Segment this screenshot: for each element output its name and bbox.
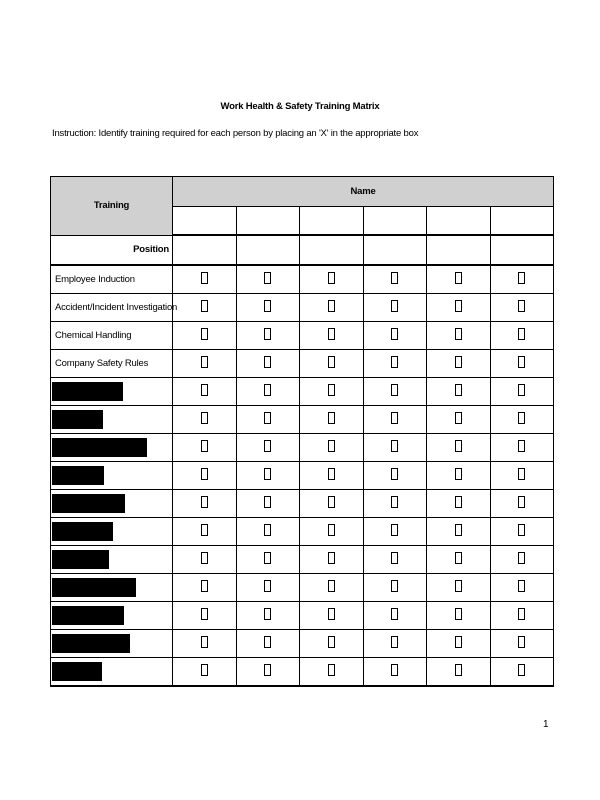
checkbox-cell — [236, 461, 300, 489]
name-input-cell[interactable] — [300, 207, 364, 236]
checkbox[interactable] — [518, 468, 525, 480]
checkbox[interactable] — [455, 552, 462, 564]
checkbox[interactable] — [264, 552, 271, 564]
training-row — [51, 293, 554, 321]
name-header: Name — [173, 177, 554, 207]
checkbox[interactable] — [328, 636, 335, 648]
checkbox[interactable] — [391, 272, 398, 284]
checkbox[interactable] — [201, 412, 208, 424]
training-header: Training — [51, 177, 173, 236]
checkbox-cell — [300, 601, 364, 629]
checkbox[interactable] — [264, 300, 271, 312]
name-input-cell[interactable] — [363, 207, 427, 236]
checkbox-cell — [173, 461, 237, 489]
checkbox-cell — [236, 293, 300, 321]
checkbox-cell — [363, 293, 427, 321]
checkbox-cell — [427, 349, 491, 377]
checkbox-cell — [490, 657, 554, 686]
checkbox[interactable] — [455, 468, 462, 480]
checkbox[interactable] — [328, 524, 335, 536]
training-row — [51, 377, 554, 405]
position-input-cell[interactable] — [363, 235, 427, 265]
checkbox-cell — [490, 433, 554, 461]
checkbox-cell — [173, 629, 237, 657]
training-row — [51, 573, 554, 601]
checkbox[interactable] — [201, 524, 208, 536]
checkbox[interactable] — [518, 608, 525, 620]
checkbox[interactable] — [455, 412, 462, 424]
checkbox-cell — [363, 321, 427, 349]
redaction-bar — [52, 522, 113, 541]
checkbox[interactable] — [518, 412, 525, 424]
checkbox-cell — [236, 573, 300, 601]
position-input-cell[interactable] — [490, 235, 554, 265]
checkbox[interactable] — [518, 356, 525, 368]
checkbox[interactable] — [455, 636, 462, 648]
checkbox-cell — [490, 601, 554, 629]
checkbox[interactable] — [328, 580, 335, 592]
checkbox-cell — [490, 517, 554, 545]
checkbox-cell — [300, 405, 364, 433]
checkbox[interactable] — [328, 328, 335, 340]
instruction-text: Instruction: Identify training required for each person by placing an 'X' in the appropriate box — [52, 128, 419, 139]
checkbox-cell — [236, 433, 300, 461]
checkbox[interactable] — [264, 524, 271, 536]
checkbox-cell — [236, 377, 300, 405]
checkbox[interactable] — [518, 272, 525, 284]
checkbox-cell — [300, 293, 364, 321]
checkbox-cell — [427, 601, 491, 629]
checkbox-cell — [363, 433, 427, 461]
checkbox[interactable] — [201, 440, 208, 452]
checkbox-cell — [490, 573, 554, 601]
redaction-bar — [52, 466, 104, 485]
position-input-cell[interactable] — [236, 235, 300, 265]
checkbox[interactable] — [328, 552, 335, 564]
checkbox-cell — [300, 349, 364, 377]
checkbox-cell — [236, 601, 300, 629]
checkbox[interactable] — [455, 328, 462, 340]
checkbox-cell — [173, 545, 237, 573]
checkbox-cell — [173, 517, 237, 545]
checkbox-cell — [363, 629, 427, 657]
checkbox[interactable] — [518, 300, 525, 312]
checkbox-cell — [236, 545, 300, 573]
document-title: Work Health & Safety Training Matrix — [220, 101, 380, 112]
checkbox[interactable] — [328, 412, 335, 424]
position-label: Position — [51, 235, 173, 265]
redacted-training-label — [51, 629, 173, 657]
checkbox[interactable] — [328, 664, 335, 676]
checkbox-cell — [300, 545, 364, 573]
checkbox-cell — [300, 517, 364, 545]
checkbox[interactable] — [264, 412, 271, 424]
checkbox-cell — [427, 321, 491, 349]
checkbox[interactable] — [328, 384, 335, 396]
checkbox[interactable] — [455, 300, 462, 312]
checkbox[interactable] — [455, 580, 462, 592]
checkbox[interactable] — [264, 356, 271, 368]
redaction-bar — [52, 662, 102, 681]
checkbox-cell — [173, 657, 237, 686]
checkbox-cell — [363, 489, 427, 517]
checkbox-cell — [236, 517, 300, 545]
checkbox-cell — [427, 461, 491, 489]
checkbox[interactable] — [518, 524, 525, 536]
checkbox[interactable] — [518, 580, 525, 592]
checkbox-cell — [236, 349, 300, 377]
checkbox[interactable] — [264, 384, 271, 396]
checkbox-cell — [173, 265, 237, 294]
checkbox[interactable] — [518, 384, 525, 396]
checkbox-cell — [300, 573, 364, 601]
checkbox[interactable] — [391, 496, 398, 508]
page-number: 1 — [543, 719, 549, 730]
checkbox[interactable] — [201, 580, 208, 592]
checkbox-cell — [236, 405, 300, 433]
checkbox[interactable] — [518, 440, 525, 452]
redaction-bar — [52, 550, 109, 569]
checkbox[interactable] — [201, 300, 208, 312]
checkbox[interactable] — [518, 496, 525, 508]
checkbox-cell — [363, 265, 427, 294]
checkbox-cell — [363, 405, 427, 433]
checkbox-cell — [300, 433, 364, 461]
checkbox-cell — [300, 489, 364, 517]
checkbox-cell — [490, 405, 554, 433]
redaction-bar — [52, 578, 136, 597]
checkbox[interactable] — [201, 552, 208, 564]
checkbox[interactable] — [391, 412, 398, 424]
checkbox[interactable] — [264, 636, 271, 648]
checkbox[interactable] — [455, 496, 462, 508]
name-input-cell[interactable] — [427, 207, 491, 236]
checkbox[interactable] — [201, 496, 208, 508]
checkbox-cell — [173, 349, 237, 377]
checkbox-cell — [363, 377, 427, 405]
checkbox-cell — [173, 601, 237, 629]
training-row — [51, 461, 554, 489]
training-row — [51, 433, 554, 461]
checkbox-cell — [300, 377, 364, 405]
training-label: Chemical Handling — [51, 321, 173, 349]
checkbox-cell — [173, 489, 237, 517]
checkbox-cell — [173, 377, 237, 405]
position-input-cell[interactable] — [300, 235, 364, 265]
checkbox-cell — [427, 405, 491, 433]
training-label: Accident/Incident Investigation — [51, 293, 173, 321]
training-label: Employee Induction — [51, 265, 173, 294]
training-row — [51, 601, 554, 629]
redacted-training-label — [51, 433, 173, 461]
checkbox-cell — [490, 321, 554, 349]
checkbox-cell — [427, 629, 491, 657]
checkbox-cell — [427, 433, 491, 461]
checkbox[interactable] — [391, 580, 398, 592]
training-row — [51, 489, 554, 517]
checkbox[interactable] — [201, 328, 208, 340]
checkbox[interactable] — [201, 636, 208, 648]
checkbox[interactable] — [264, 580, 271, 592]
checkbox[interactable] — [328, 440, 335, 452]
checkbox[interactable] — [518, 664, 525, 676]
redaction-bar — [52, 606, 124, 625]
checkbox[interactable] — [264, 440, 271, 452]
checkbox-cell — [300, 461, 364, 489]
checkbox-cell — [363, 545, 427, 573]
position-input-cell[interactable] — [173, 235, 237, 265]
training-row — [51, 517, 554, 545]
checkbox[interactable] — [518, 552, 525, 564]
checkbox-cell — [363, 657, 427, 686]
checkbox[interactable] — [201, 272, 208, 284]
checkbox[interactable] — [328, 468, 335, 480]
checkbox-cell — [427, 489, 491, 517]
checkbox[interactable] — [201, 664, 208, 676]
training-row — [51, 545, 554, 573]
checkbox[interactable] — [201, 468, 208, 480]
checkbox[interactable] — [455, 272, 462, 284]
training-row — [51, 349, 554, 377]
checkbox[interactable] — [391, 300, 398, 312]
checkbox-cell — [427, 377, 491, 405]
checkbox[interactable] — [518, 636, 525, 648]
checkbox-cell — [300, 629, 364, 657]
training-row — [51, 629, 554, 657]
training-row — [51, 405, 554, 433]
checkbox-cell — [363, 601, 427, 629]
checkbox[interactable] — [264, 608, 271, 620]
redacted-training-label — [51, 489, 173, 517]
checkbox-cell — [490, 293, 554, 321]
checkbox[interactable] — [328, 608, 335, 620]
name-input-cell[interactable] — [236, 207, 300, 236]
checkbox-cell — [236, 265, 300, 294]
checkbox-cell — [490, 377, 554, 405]
checkbox-cell — [236, 489, 300, 517]
checkbox-cell — [236, 657, 300, 686]
redacted-training-label — [51, 461, 173, 489]
checkbox-cell — [236, 321, 300, 349]
checkbox-cell — [490, 629, 554, 657]
checkbox-cell — [173, 573, 237, 601]
checkbox-cell — [300, 265, 364, 294]
checkbox[interactable] — [201, 608, 208, 620]
training-row — [51, 265, 554, 294]
checkbox[interactable] — [391, 608, 398, 620]
checkbox[interactable] — [264, 468, 271, 480]
checkbox-cell — [363, 349, 427, 377]
checkbox[interactable] — [328, 300, 335, 312]
checkbox-cell — [490, 461, 554, 489]
training-matrix-table — [50, 176, 554, 687]
checkbox-cell — [173, 321, 237, 349]
checkbox-cell — [427, 265, 491, 294]
checkbox[interactable] — [455, 356, 462, 368]
checkbox[interactable] — [391, 664, 398, 676]
checkbox-cell — [427, 545, 491, 573]
checkbox-cell — [490, 265, 554, 294]
checkbox-cell — [363, 461, 427, 489]
position-input-cell[interactable] — [427, 235, 491, 265]
redacted-training-label — [51, 545, 173, 573]
checkbox[interactable] — [201, 356, 208, 368]
redaction-bar — [52, 382, 123, 401]
checkbox-cell — [300, 657, 364, 686]
redacted-training-label — [51, 377, 173, 405]
checkbox[interactable] — [264, 496, 271, 508]
checkbox[interactable] — [328, 356, 335, 368]
checkbox[interactable] — [264, 664, 271, 676]
checkbox[interactable] — [391, 440, 398, 452]
checkbox[interactable] — [455, 664, 462, 676]
checkbox-cell — [173, 293, 237, 321]
redaction-bar — [52, 634, 130, 653]
checkbox-cell — [363, 573, 427, 601]
checkbox[interactable] — [391, 636, 398, 648]
checkbox[interactable] — [264, 272, 271, 284]
redacted-training-label — [51, 405, 173, 433]
redaction-bar — [52, 438, 147, 457]
checkbox-cell — [427, 657, 491, 686]
checkbox-cell — [363, 517, 427, 545]
checkbox[interactable] — [391, 552, 398, 564]
redacted-training-label — [51, 601, 173, 629]
checkbox-cell — [427, 573, 491, 601]
checkbox[interactable] — [328, 272, 335, 284]
checkbox[interactable] — [455, 440, 462, 452]
checkbox[interactable] — [455, 384, 462, 396]
checkbox-cell — [427, 293, 491, 321]
checkbox[interactable] — [391, 468, 398, 480]
training-row — [51, 321, 554, 349]
checkbox[interactable] — [264, 328, 271, 340]
checkbox[interactable] — [455, 524, 462, 536]
name-input-cell[interactable] — [173, 207, 237, 236]
redacted-training-label — [51, 657, 173, 686]
checkbox[interactable] — [391, 524, 398, 536]
checkbox[interactable] — [201, 384, 208, 396]
redaction-bar — [52, 494, 125, 513]
name-input-cell[interactable] — [490, 207, 554, 236]
checkbox-cell — [490, 545, 554, 573]
checkbox[interactable] — [391, 328, 398, 340]
checkbox-cell — [173, 433, 237, 461]
checkbox-cell — [427, 517, 491, 545]
redacted-training-label — [51, 573, 173, 601]
checkbox[interactable] — [518, 328, 525, 340]
checkbox-cell — [236, 629, 300, 657]
checkbox[interactable] — [455, 608, 462, 620]
training-label: Company Safety Rules — [51, 349, 173, 377]
checkbox-cell — [490, 489, 554, 517]
checkbox[interactable] — [391, 384, 398, 396]
checkbox[interactable] — [391, 356, 398, 368]
checkbox-cell — [173, 405, 237, 433]
checkbox[interactable] — [328, 496, 335, 508]
training-row — [51, 657, 554, 686]
checkbox-cell — [300, 321, 364, 349]
checkbox-cell — [490, 349, 554, 377]
redaction-bar — [52, 410, 103, 429]
redacted-training-label — [51, 517, 173, 545]
